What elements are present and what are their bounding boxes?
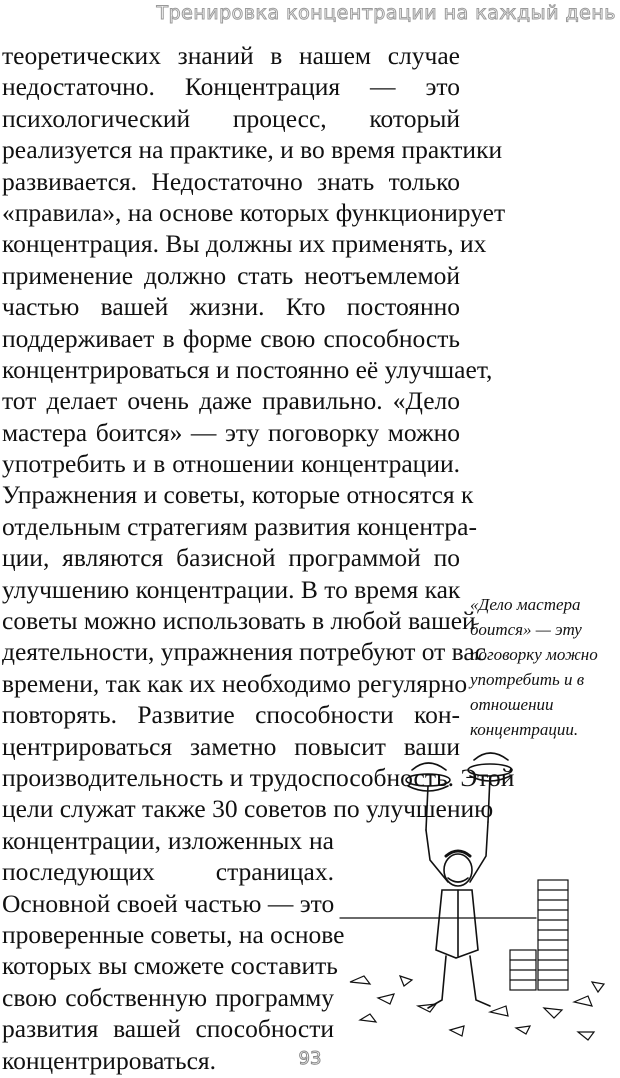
body-line: психологический процесс, который [2, 103, 460, 133]
body-line: концентрироваться. [2, 1045, 217, 1075]
body-line: «правила», на основе которых функционирует [2, 197, 506, 227]
body-line: концентрация. Вы должны их применять, их [2, 229, 487, 259]
margin-note-line: отношении [470, 695, 554, 714]
body-line: свою собственную программу [2, 982, 334, 1012]
body-line: теоретических знаний в нашем случае [2, 41, 460, 70]
body-line: деятельности, упражнения потребуют от вас [2, 637, 487, 667]
body-line: времени, так как их необходимо регулярно [2, 668, 468, 698]
body-line: улучшению концентрации. В то время как [2, 574, 461, 604]
body-line: реализуется на практике, и во время практики [2, 135, 503, 165]
body-line: центрироваться заметно повысит ваши [2, 731, 460, 761]
body-line: последующих страницах. [2, 857, 334, 887]
margin-note-line: боится» — эту [470, 620, 582, 639]
body-line: концентрироваться и постоянно её улучшает, [2, 354, 493, 384]
body-line: развития вашей способности [2, 1014, 334, 1044]
body-line: мастера боится» — эту поговорку можно [2, 417, 460, 447]
margin-note-line: употребить и в [470, 670, 585, 689]
body-line: применение должно стать неотъемлемой [2, 260, 460, 290]
page-number: 93 [298, 1048, 322, 1069]
body-line: отдельным стратегиям развития концентра- [2, 511, 477, 541]
margin-note-line: поговорку можно [470, 645, 598, 664]
body-line: проверенные советы, на основе [2, 919, 345, 949]
body-line: ции, являются базисной программой по [2, 543, 460, 573]
man-spinning-plates-illustration [330, 750, 616, 1050]
body-line: поддерживает в форме свою способность [2, 323, 460, 353]
body-line: развивается. Недостаточно знать только [2, 166, 460, 196]
running-header: Тренировка концентрации на каждый день [156, 2, 616, 24]
body-line: тот делает очень даже правильно. «Дело [2, 386, 460, 416]
body-line: цели служат также 30 советов по улучшению [2, 794, 494, 824]
body-line: Основной своей частью — это [2, 888, 335, 918]
body-line: советы можно использовать в любой вашей [2, 606, 476, 636]
body-line: Упражнения и советы, которые относятся к [2, 480, 474, 510]
body-line: производительность и трудоспособность. Этой [2, 762, 515, 792]
margin-note-line: «Дело мастера [470, 595, 581, 614]
body-line: частью вашей жизни. Кто постоянно [2, 292, 460, 322]
body-line: недостаточно. Концентрация — это [2, 72, 460, 102]
body-line: концентрации, изложенных на [2, 825, 334, 855]
body-line: повторять. Развитие способности кон- [2, 700, 460, 730]
body-line: употребить и в отношении концентрации. [2, 449, 460, 479]
margin-note [470, 592, 615, 742]
body-line: которых вы сможете составить [2, 951, 338, 981]
margin-note-line: концентрации. [470, 720, 579, 739]
